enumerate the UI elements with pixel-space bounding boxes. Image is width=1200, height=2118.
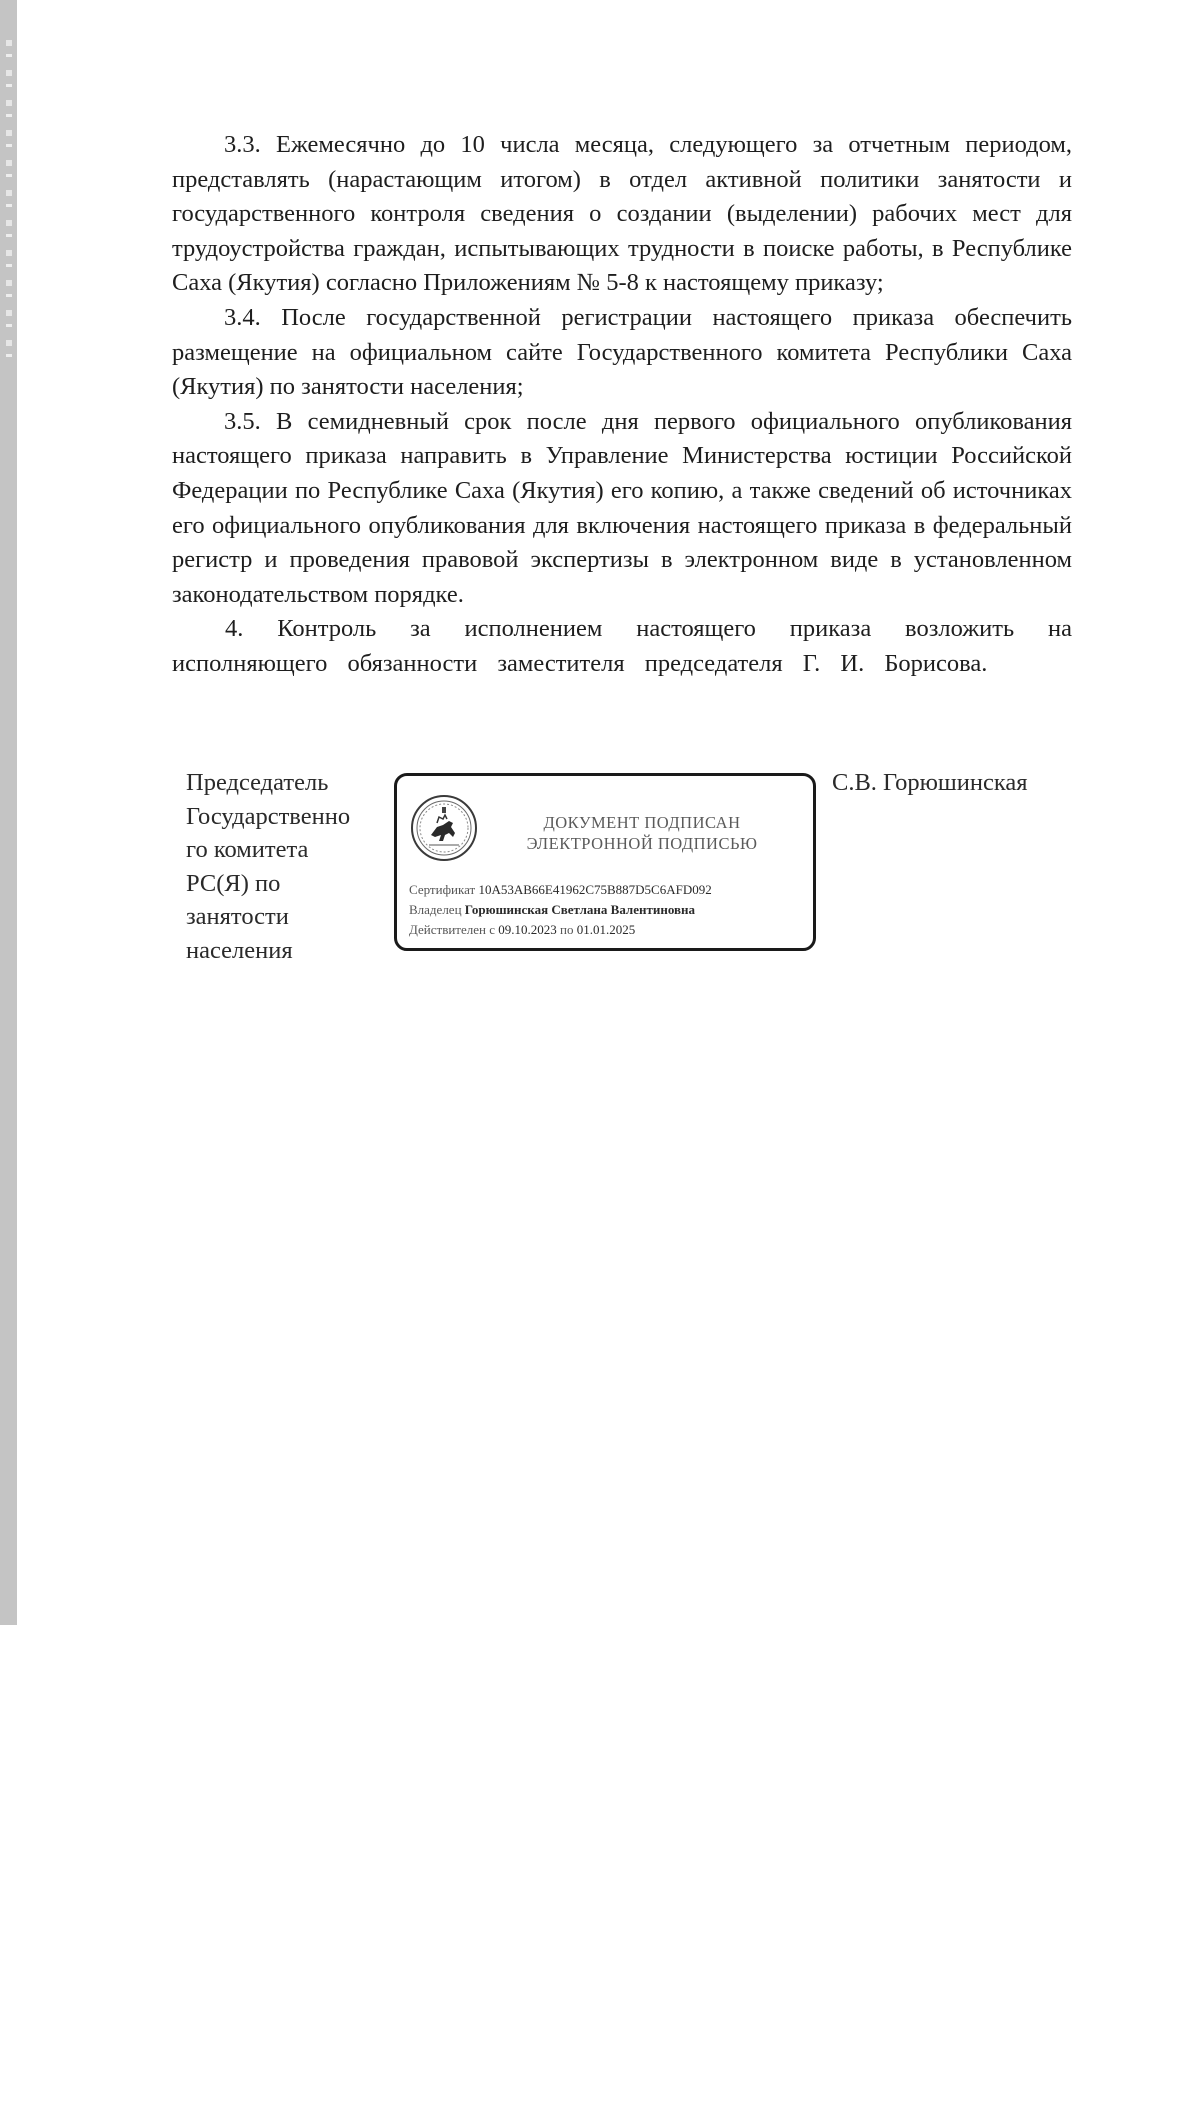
stamp-validity-row <box>409 920 809 940</box>
document-body <box>172 128 1072 682</box>
stamp-valid-to-value: 01.01.2025 <box>576 922 636 937</box>
signatory-position-line: населения <box>186 936 293 964</box>
stamp-certificate-row <box>409 880 809 900</box>
paragraph-3-5: 3.5. В семидневный срок после дня первого официального опубликования настоящего приказа направить в Управление Министерства юстиции Российской Федерации по Республике Саха (Якутия) его копию, а также сведений об источниках его официального опубликования для включения настоящего приказа в федеральный регистр и проведения правовой экспертизы в электронном виде в установленном законодательством порядке. <box>172 407 1072 608</box>
signatory-name: С.В. Горюшинская <box>832 769 1028 796</box>
signatory-position <box>186 766 376 967</box>
stamp-owner-label: Владелец <box>409 902 462 917</box>
yakutia-coat-of-arms-icon <box>409 793 479 863</box>
stamp-valid-from-value: 09.10.2023 <box>498 922 557 937</box>
stamp-title-line: ДОКУМЕНТ ПОДПИСАН <box>543 813 741 832</box>
stamp-details <box>409 880 809 940</box>
signatory-position-line: Государственно <box>186 802 351 830</box>
signatory-position-line: Председатель <box>186 769 329 796</box>
stamp-owner-row <box>409 900 809 920</box>
paragraph-4: 4. Контроль за исполнением настоящего приказа возложить на исполняющего обязанности заместителя председателя Г. И. Борисова. <box>172 615 1072 677</box>
signatory-position-line: го комитета <box>186 836 309 863</box>
stamp-title <box>507 812 777 854</box>
stamp-valid-from-label: с <box>489 922 495 937</box>
stamp-owner-value: Горюшинская Светлана Валентиновна <box>464 902 696 917</box>
scan-edge-strip <box>0 0 17 1625</box>
stamp-title-line: ЭЛЕКТРОННОЙ ПОДПИСЬЮ <box>526 834 758 853</box>
stamp-valid-to-label: по <box>560 922 574 937</box>
scan-edge-marks <box>6 40 12 370</box>
signatory-position-line: занятости <box>186 903 289 930</box>
paragraph-3-4: 3.4. После государственной регистрации настоящего приказа обеспечить размещение на официальном сайте Государственного комитета Республики Саха (Якутия) по занятости населения; <box>172 303 1072 401</box>
signatory-position-line: РС(Я) по <box>186 869 281 897</box>
paragraph-3-3: 3.3. Ежемесячно до 10 числа месяца, следующего за отчетным периодом, представлять (нарастающим итогом) в отдел активной политики занятости и государственного контроля сведения о создании (выделении) рабочих мест для трудоустройства граждан, испытывающих трудности в поиске работы, в Республике Саха (Якутия) согласно Приложениям № 5-8 к настоящему приказу; <box>172 131 1072 297</box>
stamp-certificate-label: Сертификат <box>409 882 476 897</box>
electronic-signature-stamp <box>394 773 816 951</box>
stamp-certificate-value: 10A53AB66E41962C75B887D5C6AFD092 <box>478 882 712 897</box>
stamp-validity-label: Действителен <box>409 922 486 937</box>
